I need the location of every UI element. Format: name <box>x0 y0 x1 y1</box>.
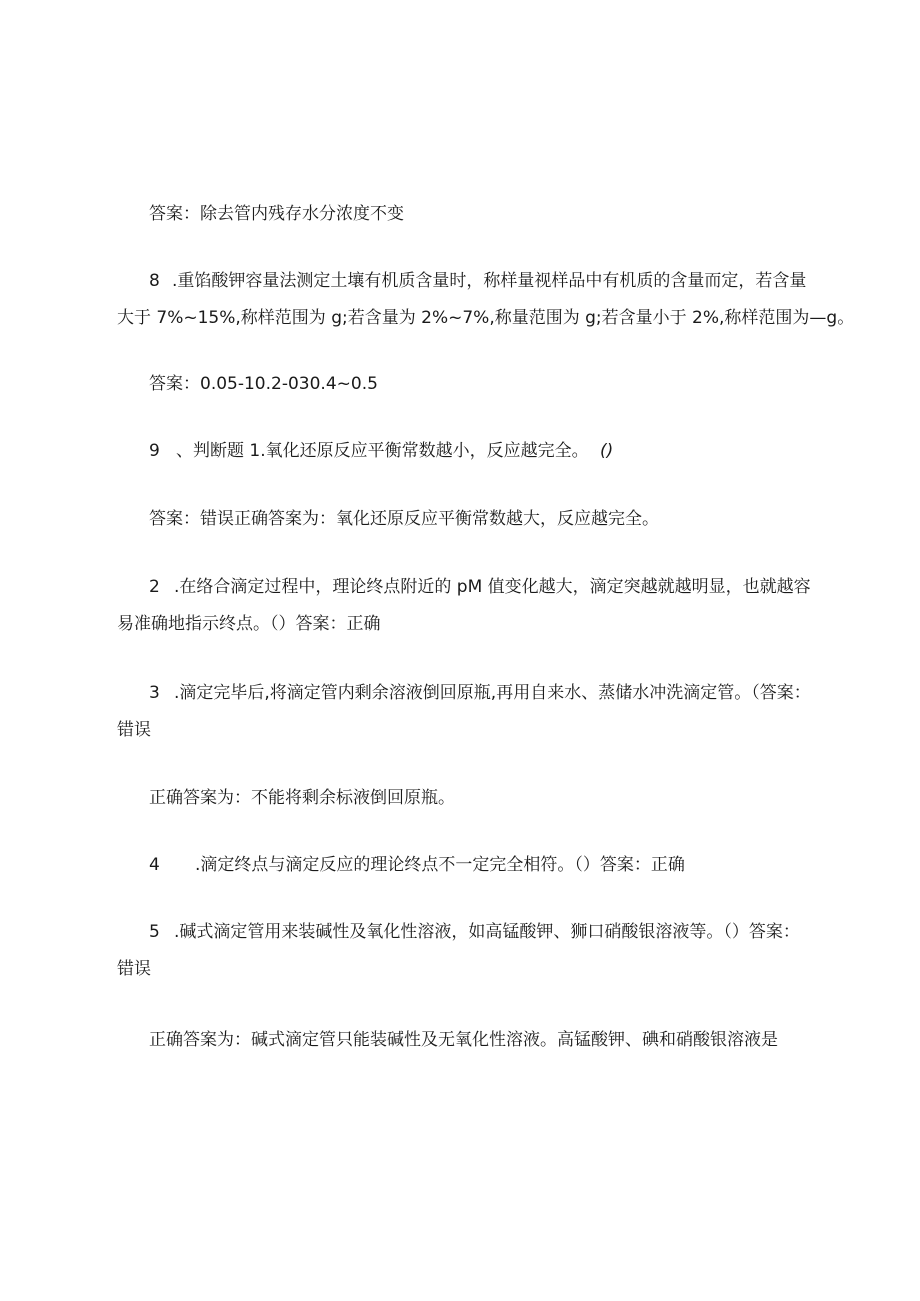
question-8-text: .重馅酸钾容量法测定土壤有机质含量时，称样量视样品中有机质的含量而定，若含量 <box>172 271 807 291</box>
judgment-3-correct-answer: 正确答案为：不能将剩余标液倒回原瓶。 <box>149 788 455 808</box>
answer-8: 答案：0.05-10.2-030.4~0.5 <box>149 374 378 394</box>
judgment-5-number: 5 <box>149 922 160 942</box>
question-9-number: 9 <box>149 441 160 461</box>
question-9-paren: () <box>600 441 614 461</box>
answer-line: 答案：除去管内残存水分浓度不变 <box>149 204 404 224</box>
question-9-text: 、判断题 1.氧化还原反应平衡常数越小，反应越完全。 <box>176 441 589 461</box>
question-8-number: 8 <box>149 271 160 291</box>
judgment-3-text-cont: 错误 <box>117 720 151 740</box>
judgment-3-text: .滴定完毕后,将滴定管内剩余溶液倒回原瓶,再用自来水、蒸储水冲洗滴定管。（答案： <box>174 683 811 703</box>
judgment-4-number: 4 <box>149 855 160 875</box>
judgment-2-text-cont: 易准确地指示终点。（）答案：正确 <box>117 614 381 634</box>
answer-9: 答案：错误正确答案为：氧化还原反应平衡常数越大，反应越完全。 <box>149 509 659 529</box>
judgment-4-text: .滴定终点与滴定反应的理论终点不一定完全相符。（）答案：正确 <box>195 855 685 875</box>
judgment-3-number: 3 <box>149 683 160 703</box>
judgment-2-text: .在络合滴定过程中，理论终点附近的 pM 值变化越大，滴定突越就越明显，也就越容 <box>174 577 811 597</box>
judgment-2-number: 2 <box>149 577 160 597</box>
judgment-5-text-cont: 错误 <box>117 959 151 979</box>
judgment-5-correct-answer: 正确答案为：碱式滴定管只能装碱性及无氧化性溶液。高锰酸钾、碘和硝酸银溶液是 <box>149 1030 778 1050</box>
question-8-text-cont: 大于 7%~15%,称样范围为 g;若含量为 2%~7%,称量范围为 g;若含量小于 2%,称样范围为—g。 <box>117 308 855 328</box>
judgment-5-text: .碱式滴定管用来装碱性及氧化性溶液，如高锰酸钾、狮口硝酸银溶液等。（）答案： <box>174 922 800 942</box>
